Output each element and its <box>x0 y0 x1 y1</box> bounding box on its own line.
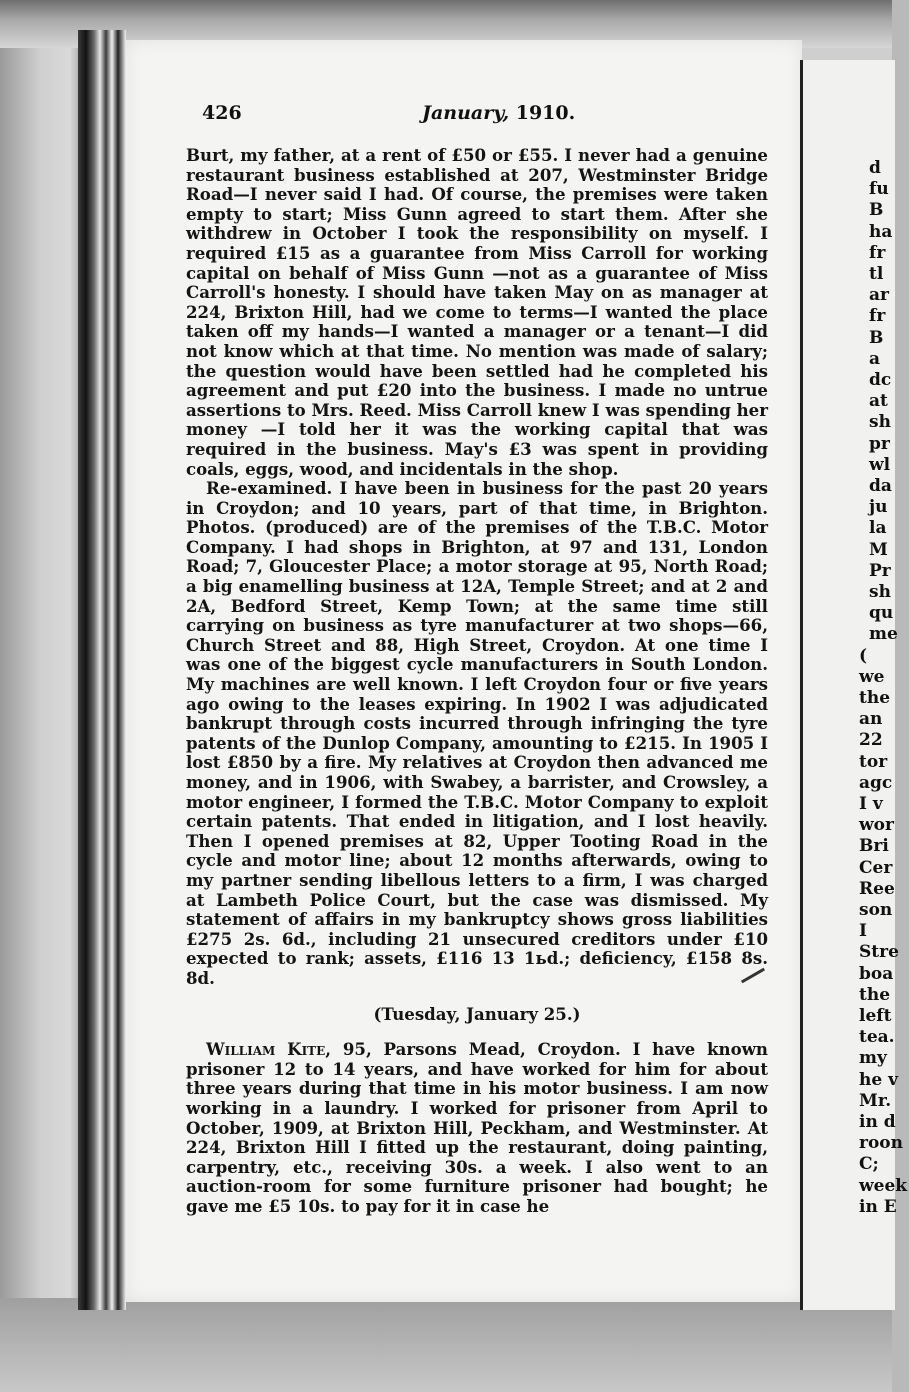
facing-page-line: Ree <box>859 878 895 899</box>
paragraph-witness-kite <box>186 1040 768 1216</box>
facing-page-line: in d <box>859 1112 896 1132</box>
facing-page-line: he v <box>859 1069 898 1090</box>
facing-page-line: fu <box>869 179 889 200</box>
facing-page-line: tea. <box>859 1027 895 1048</box>
witness-testimony: , 95, Parsons Mead, Croydon. I have known prisoner 12 to 14 years, and have worked for him for about three years during that time in his motor business. I am now working in a laundry. I worked for prisoner from April to October, 1909, at Brixton Hill, Peckham, and Westminster. At 224, Brixton Hill I fitted up the restaurant, doing painting, carpentry, etc., receiving 30s. a week. I also went to an auction-room for some furniture prisoner had bought; he gave me £5 10s. to pay for it in case he <box>186 1039 768 1216</box>
facing-page-line: M <box>869 539 888 560</box>
book-page <box>126 40 802 1302</box>
facing-page-line: I <box>859 921 867 942</box>
facing-page-line: B <box>869 200 884 221</box>
facing-page-line: sh <box>869 412 891 433</box>
facing-page-line: fr <box>869 242 886 263</box>
facing-page-line: the <box>859 984 891 1005</box>
facing-page-line: roon <box>859 1133 903 1154</box>
page-number: 426 <box>202 102 242 124</box>
facing-page-line: ( <box>859 645 868 666</box>
facing-page-line: my <box>859 1048 887 1069</box>
facing-page-line: tl <box>869 264 884 284</box>
book-gutter <box>78 30 126 1310</box>
facing-page-line: agc <box>859 772 893 793</box>
facing-page-line: d <box>869 158 881 178</box>
facing-page-line: Cer <box>859 857 893 878</box>
facing-page-line: ju <box>869 497 888 518</box>
facing-page-line: C; <box>859 1154 879 1175</box>
facing-page-line: I v <box>859 794 883 814</box>
facing-page-line: Stre <box>859 942 899 963</box>
facing-page-line: me <box>869 624 898 645</box>
facing-page-line: at <box>869 391 888 412</box>
running-head-year: 1910. <box>515 102 576 124</box>
paragraph-cross-examination: Burt, my father, at a rent of £50 or £55. I never had a genuine restaurant business established at 207, Westminster Bridge Road—I never said I had. Of course, the premises were taken empty to start; Miss Gunn agreed to start them. After she withdrew in October I took the responsibility on myself. I required £15 as a guarantee from Miss Carroll for working capital on behalf of Miss Gunn —not as a guarantee of Miss Carroll's honesty. I should have taken May on as manager at 224, Brixton Hill, had we come to terms—I wanted the place taken off my hands—I wanted a manager or a tenant—I did not know which at that time. No mention was made of salary; the question would have been settled had he completed his agreement and put £20 into the business. I made no untrue assertions to Mrs. Reed. Miss Carroll knew I was spending her money —I told her it was the working capital that was required in the business. May's £3 was spent in providing coals, eggs, wood, and incidentals in the shop. <box>186 145 768 479</box>
facing-page-fragment <box>800 60 908 1310</box>
facing-page-line: son <box>859 900 893 920</box>
facing-page-line: wor <box>859 815 894 836</box>
paragraph-re-examined: Re-examined. I have been in business for the past 20 years in Croydon; and 10 years, part of that time, in Brighton. Photos. (produced) are of the premises of the T.B.C. Motor Company. I had shops in Brighton, at 97 and 131, London Road; 7, Gloucester Place; a motor storage at 95, North Road; a big enamelling business at 12A, Temple Street; and at 2 and 2A, Bedford Street, Kemp Town; at the same time still carrying on business as tyre manufacturer at two shops—66, Church Street and 88, High Street, Croydon. At one time I was one of the biggest cycle manufacturers in South London. My machines are well known. I left Croydon four or five years ago owing to the leases expiring. In 1902 I was adjudicated bankrupt through costs incurred through infringing the tyre patents of the Dunlop Company, amounting to £215. In 1905 I lost £850 by a fire. My relatives at Croydon then advanced me money, and in 1906, with Swabey, a barrister, and Crowsley, a motor engineer, I formed the T.B.C. Motor Company to exploit certain patents. That ended in litigation, and I lost heavily. Then I opened premises at 82, Upper Tooting Road in the cycle and motor line; about 12 months afterwards, owing to my partner sending libellous letters to a firm, I was charged at Lambeth Police Court, but the case was dismissed. My statement of affairs in my bankruptcy shows gross liabilities £275 2s. 6d., including 21 unsecured creditors under £10 expected to rank; assets, £116 13 1ьd.; deficiency, £158 8s. 8d. <box>186 478 768 988</box>
facing-page-line: Mr. <box>859 1090 892 1111</box>
facing-page-line: boa <box>859 963 894 984</box>
running-head-month: January, <box>422 102 510 124</box>
facing-page-line: the <box>859 688 891 708</box>
facing-page-line: a <box>869 348 881 369</box>
facing-page-line: ha <box>869 221 893 242</box>
facing-page-line: pr <box>869 433 890 454</box>
facing-page-line: we <box>859 666 885 687</box>
facing-page-line: an <box>859 709 883 730</box>
facing-page-line: da <box>869 476 892 496</box>
facing-page-line: week <box>859 1175 908 1196</box>
session-date-heading: (Tuesday, January 25.) <box>373 1003 581 1024</box>
facing-page-line: sh <box>869 582 891 602</box>
facing-page-line: fr <box>869 306 886 327</box>
facing-page-line: wl <box>869 454 891 475</box>
facing-page-line: la <box>869 518 887 539</box>
facing-page-line: qu <box>869 603 894 624</box>
facing-page-line: in E <box>859 1196 897 1217</box>
witness-name: William Kite <box>206 1039 326 1060</box>
facing-page-line: Bri <box>859 836 889 857</box>
facing-page-line: B <box>869 327 884 348</box>
running-head <box>422 102 575 124</box>
page-header <box>202 100 762 130</box>
facing-page-line: dc <box>869 370 892 390</box>
facing-page-line: 22 <box>859 730 883 751</box>
facing-page-line: ar <box>869 285 889 306</box>
facing-page-line: left <box>859 1006 892 1026</box>
facing-page-line: Pr <box>869 560 891 581</box>
facing-page-line: tor <box>859 751 888 772</box>
page-body <box>186 146 768 1216</box>
scan-bottom-edge <box>0 1298 892 1392</box>
